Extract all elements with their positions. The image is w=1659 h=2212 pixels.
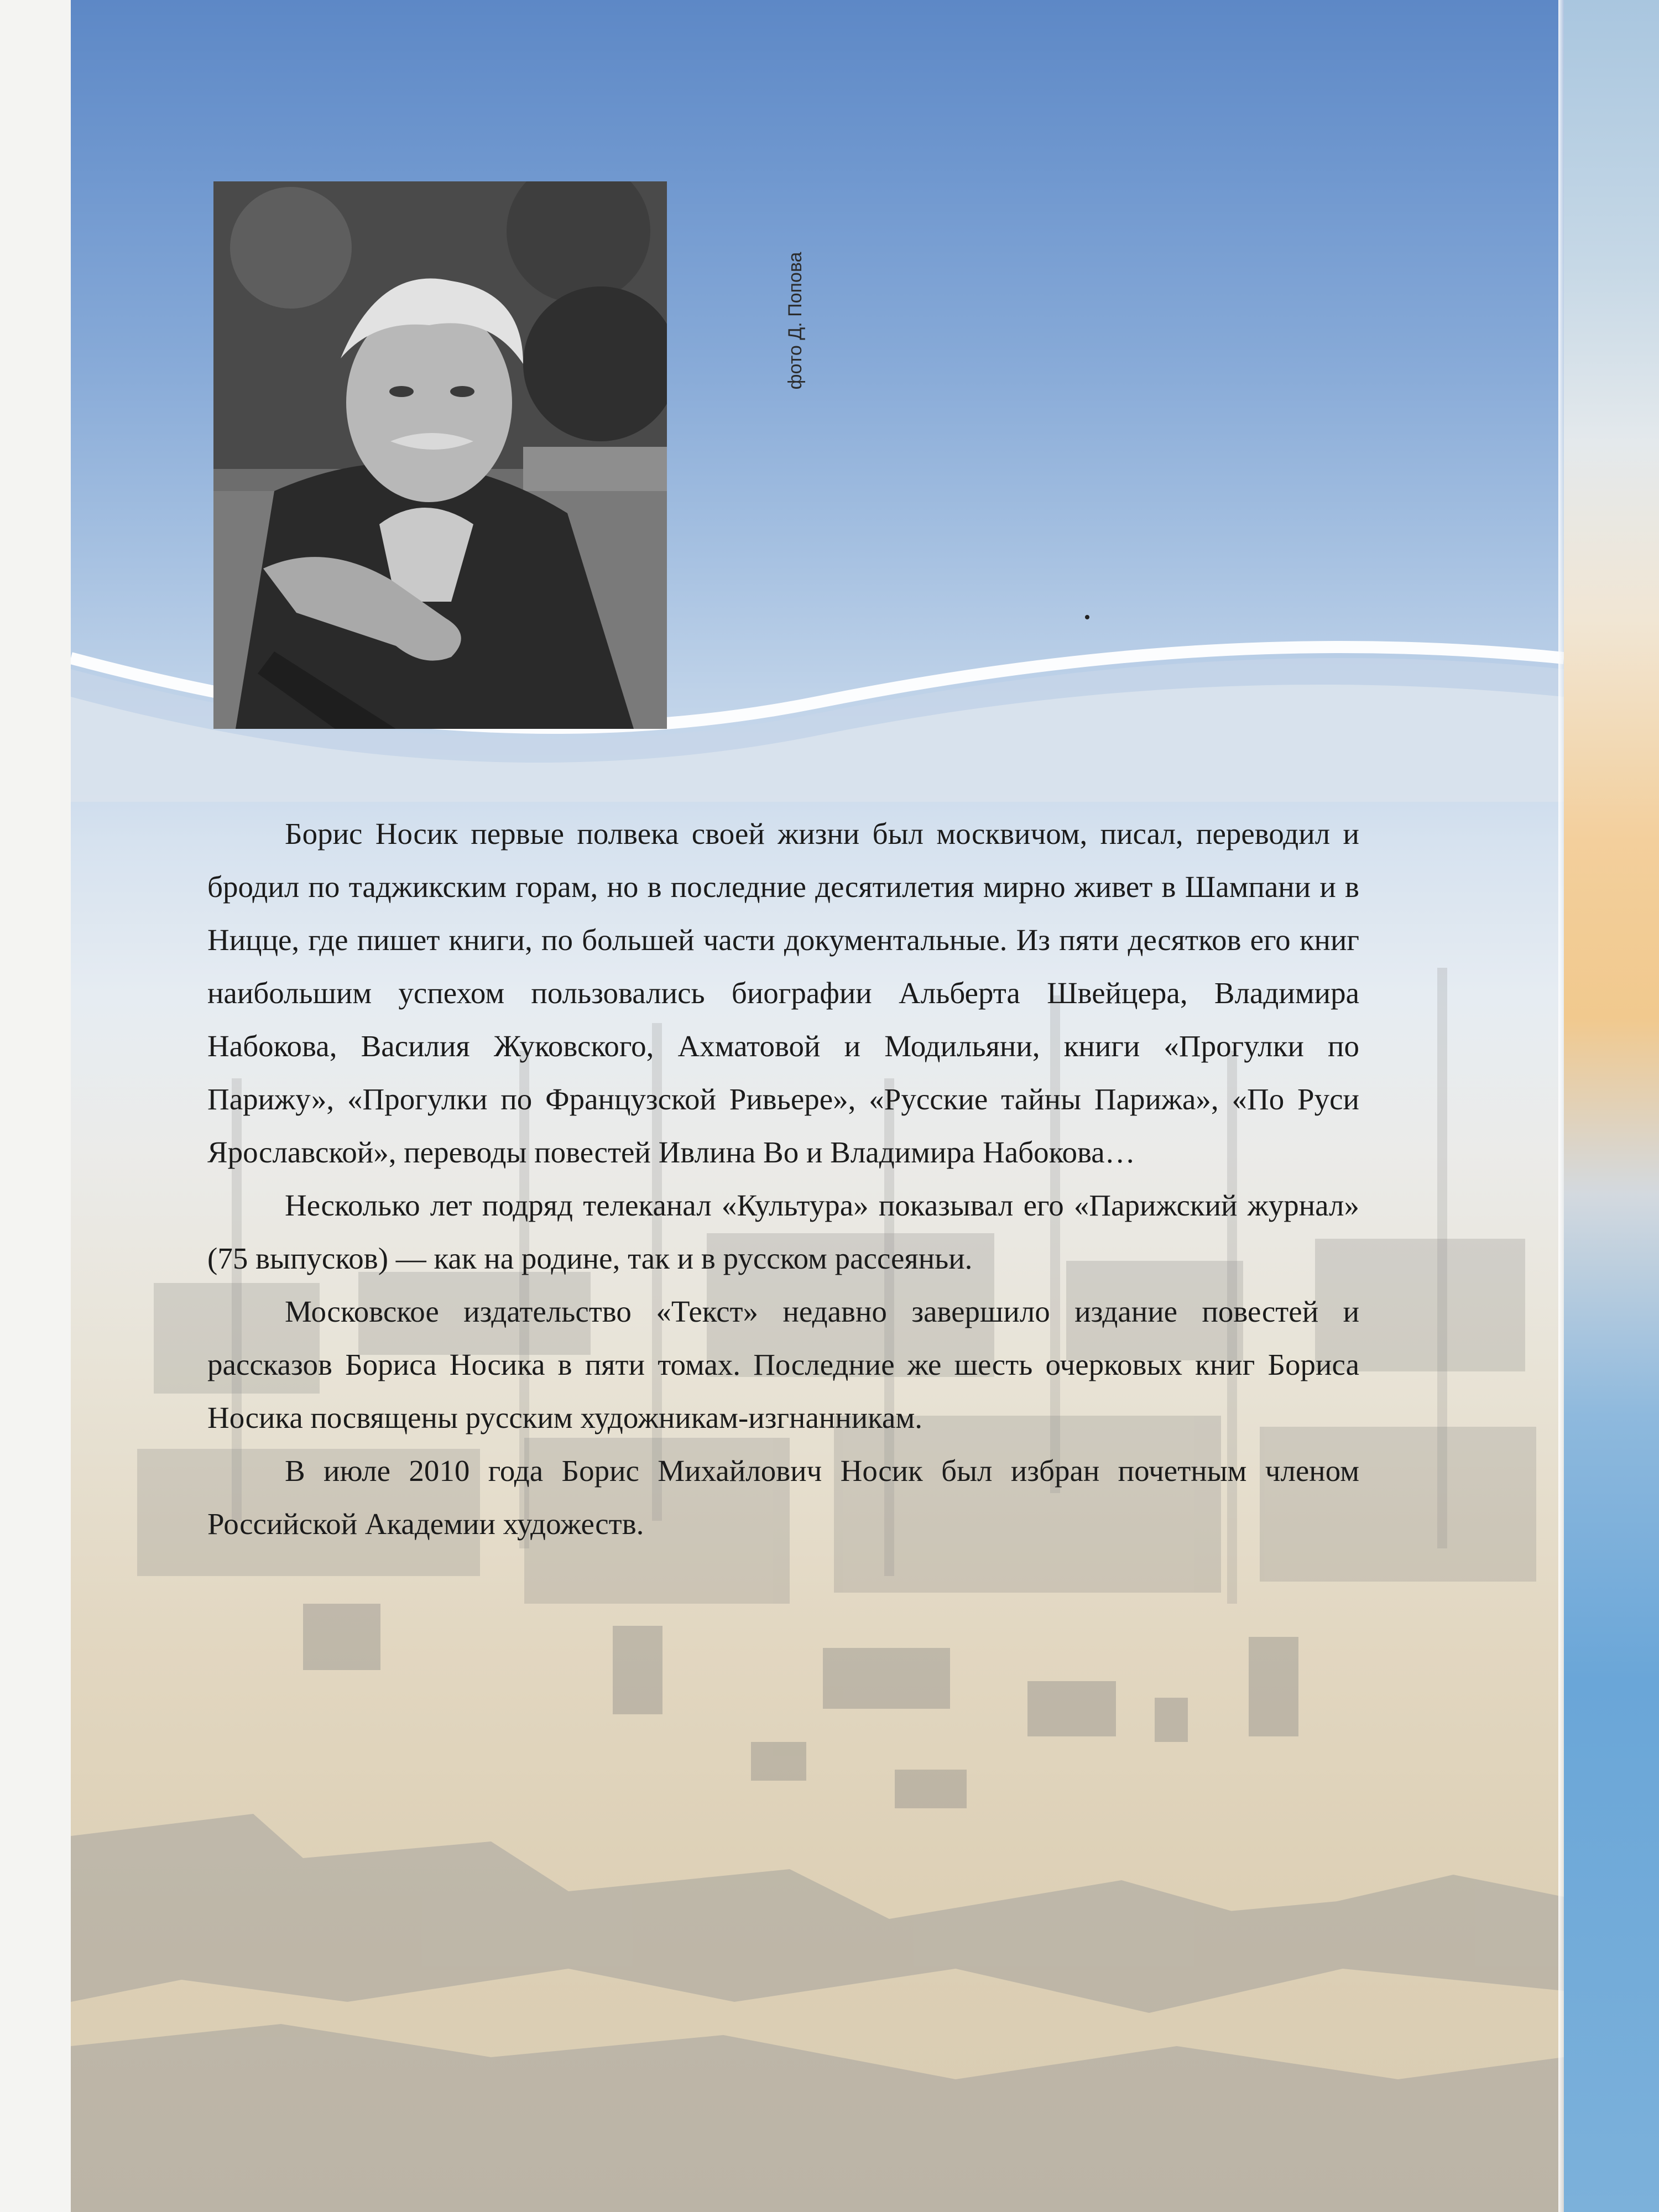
bio-paragraph-2: Несколько лет подряд телеканал «Культура» показывал его «Парижский журнал» (75 выпусков) — как на родине, так и в русском рассеяньи. [207,1188,1359,1275]
print-speck [1085,615,1089,619]
bio-paragraph-4: В июле 2010 года Борис Михайлович Носик был избран почетным членом Российской Академии художеств. [207,1454,1359,1541]
photo-credit: фото Д. Попова [785,252,806,390]
spine-highlight [1558,0,1564,2212]
author-biography [207,807,1359,1551]
book-spine [1564,0,1659,2212]
bio-paragraph-3: Московское издательство «Текст» недавно завершило издание повестей и рассказов Бориса Носика в пяти томах. Последние же шесть очерковых книг Бориса Носика посвящены русским художникам-изгнанникам. [207,1295,1359,1434]
bio-paragraph-1: Борис Носик первые полвека своей жизни был москвичом, писал, переводил и бродил по таджикским горам, но в последние десятилетия мирно живет в Шампани и в Ницце, где пишет книги, по большей части документальные. Из пяти десятков его книг наибольшим успехом пользовались биографии Альберта Швейцера, Владимира Набокова, Василия Жуковского, Ахматовой и Модильяни, книги «Прогулки по Парижу», «Прогулки по Французской Ривьере», «Русские тайны Парижа», «По Руси Ярославской», переводы повестей Ивлина Во и Владимира Набокова… [207,817,1359,1169]
author-photo [213,181,667,729]
author-portrait-image [213,181,667,729]
